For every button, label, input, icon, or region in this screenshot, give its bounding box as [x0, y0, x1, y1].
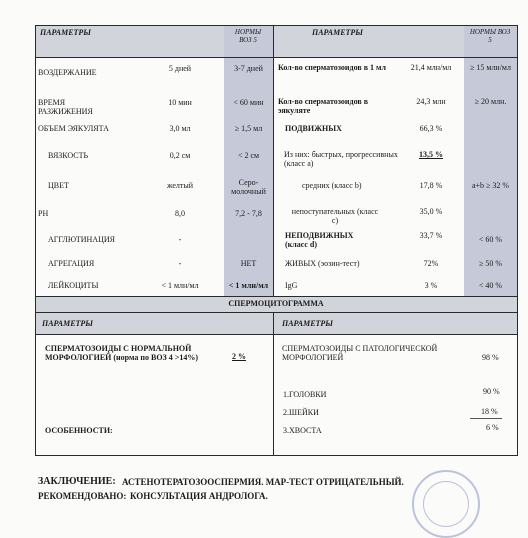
- spermocytogram-title: СПЕРМОЦИТОГРАММА: [228, 299, 324, 308]
- row-total-count-label: Кол-во сперматозоидов в эякуляте: [278, 97, 369, 115]
- row-total-count-norm: ≥ 20 млн.: [474, 97, 507, 106]
- spermocytogram-title-bottom-border: [35, 312, 517, 313]
- clinic-stamp: [412, 470, 480, 538]
- necks-value-divider: [470, 418, 502, 419]
- spermocytogram-column-divider: [273, 312, 274, 456]
- header-bottom-border: [35, 57, 517, 58]
- row-nonprogressive-label: непоступательных (класс с): [291, 207, 379, 225]
- row-progressive-value: 13,5 %: [419, 150, 443, 159]
- row-igg-label: IgG: [285, 281, 298, 290]
- row-color-label: ЦВЕТ: [48, 181, 69, 190]
- row-abstinence-value: 5 дней: [168, 64, 192, 73]
- row-motile-label: ПОДВИЖНЫХ: [285, 124, 342, 133]
- pathology-value: 98 %: [482, 353, 499, 362]
- row-immotile-norm: < 60 %: [478, 235, 503, 244]
- row-leukocytes-value: < 1 млн/мл: [161, 281, 199, 290]
- normal-morphology-value: 2 %: [232, 352, 246, 361]
- table-right-border: [517, 25, 518, 456]
- tails-label: 3.ХВОСТА: [283, 426, 322, 435]
- heads-label: 1.ГОЛОВКИ: [283, 390, 327, 399]
- row-abstinence-norm: 3-7 дней: [234, 64, 263, 73]
- spermocytogram-header-right: ПАРАМЕТРЫ: [282, 319, 334, 328]
- row-total-count-value: 24,3 млн: [416, 97, 446, 106]
- row-volume-label: ОБЪЕМ ЭЯКУЛЯТА: [38, 124, 109, 133]
- row-viability-norm: ≥ 50 %: [478, 259, 503, 268]
- row-igg-norm: < 40 %: [478, 281, 503, 290]
- header-norms-right: НОРМЫ ВОЗ 5: [469, 28, 511, 44]
- necks-value: 18 %: [481, 407, 498, 416]
- recommendation-label: РЕКОМЕНДОВАНО:: [38, 491, 127, 501]
- features-label: ОСОБЕННОСТИ:: [45, 426, 113, 435]
- row-concentration-label: Кол-во сперматозоидов в 1 мл: [278, 63, 386, 72]
- row-medium-value: 17,8 %: [419, 181, 443, 190]
- row-ph-value: 8,0: [175, 209, 185, 218]
- header-params-left: ПАРАМЕТРЫ: [40, 28, 92, 37]
- row-aggregation-value: -: [178, 259, 182, 268]
- row-aggregation-label: АГРЕГАЦИЯ: [48, 259, 95, 268]
- row-agglutination-label: АГГЛЮТИНАЦИЯ: [48, 235, 115, 244]
- row-volume-norm: ≥ 1,5 мл: [234, 124, 263, 133]
- spermocytogram-header-bottom-border: [35, 334, 517, 335]
- pathology-label: СПЕРМАТОЗОИДЫ С ПАТОЛОГИЧЕСКОЙ МОРФОЛОГИЕЙ: [282, 344, 438, 362]
- table-left-border: [35, 25, 36, 456]
- conclusion-text: АСТЕНОТЕРАТОЗООСПЕРМИЯ. МАР-ТЕСТ ОТРИЦАТЕЛЬНЫЙ.: [122, 477, 404, 487]
- row-liquefaction-value: 10 мин: [168, 98, 192, 107]
- row-liquefaction-norm: < 60 мин: [233, 98, 264, 107]
- row-liquefaction-label: ВРЕМЯ РАЗЖИЖЕНИЯ: [38, 98, 93, 116]
- row-igg-value: 3 %: [424, 281, 438, 290]
- row-viability-label: ЖИВЫХ (эозин-тест): [285, 259, 360, 268]
- row-viscosity-value: 0,2 см: [169, 151, 191, 160]
- table-top-border: [35, 25, 517, 26]
- row-leukocytes-norm: < 1 млн/мл: [228, 281, 269, 290]
- header-params-right: ПАРАМЕТРЫ: [312, 28, 364, 37]
- row-aggregation-norm: НЕТ: [240, 259, 257, 268]
- row-concentration-norm: ≥ 15 млн/мл: [469, 63, 511, 72]
- spermocytogram-header-left: ПАРАМЕТРЫ: [42, 319, 94, 328]
- column-divider: [273, 25, 274, 297]
- row-leukocytes-label: ЛЕЙКОЦИТЫ: [48, 281, 99, 290]
- row-viscosity-label: ВЯЗКОСТЬ: [48, 151, 89, 160]
- main-table-bottom-border: [35, 296, 517, 297]
- conclusion-label: ЗАКЛЮЧЕНИЕ:: [38, 476, 116, 487]
- row-nonprogressive-value: 35,0 %: [419, 207, 443, 216]
- row-volume-value: 3,0 мл: [169, 124, 191, 133]
- header-norms-left: НОРМЫ ВОЗ 5: [234, 28, 262, 44]
- row-color-norm: Серо-молочный: [231, 178, 266, 196]
- row-medium-label: средних (класс b): [302, 181, 362, 190]
- row-viscosity-norm: < 2 см: [237, 151, 260, 160]
- row-progressive-label: Из них: быстрых, прогрессивных (класс а): [284, 150, 398, 168]
- row-agglutination-value: -: [178, 235, 182, 244]
- row-viability-value: 72%: [423, 259, 439, 268]
- recommendation-text: КОНСУЛЬТАЦИЯ АНДРОЛОГА.: [130, 491, 268, 501]
- row-color-value: желтый: [166, 181, 194, 190]
- row-concentration-value: 21,4 млн/мл: [410, 63, 452, 72]
- header-band-right: [273, 25, 464, 57]
- row-immotile-label: НЕПОДВИЖНЫХ (класс d): [285, 231, 354, 249]
- tails-value: 6 %: [486, 423, 499, 432]
- heads-value: 90 %: [483, 387, 500, 396]
- normal-morphology-label: СПЕРМАТОЗОИДЫ С НОРМАЛЬНОЙ МОРФОЛОГИЕЙ (норма по ВОЗ 4 >14%): [45, 344, 198, 362]
- row-ph-norm: 7,2 - 7,8: [235, 209, 262, 218]
- row-abstinence-label: ВОЗДЕРЖАНИЕ: [38, 68, 97, 77]
- row-motile-value: 66,3 %: [419, 124, 443, 133]
- row-medium-norm: a+b ≥ 32 %: [471, 181, 510, 190]
- table-bottom-border: [35, 455, 517, 456]
- row-immotile-value: 33,7 %: [419, 231, 443, 240]
- necks-label: 2.ШЕЙКИ: [283, 408, 319, 417]
- row-ph-label: PH: [38, 209, 49, 218]
